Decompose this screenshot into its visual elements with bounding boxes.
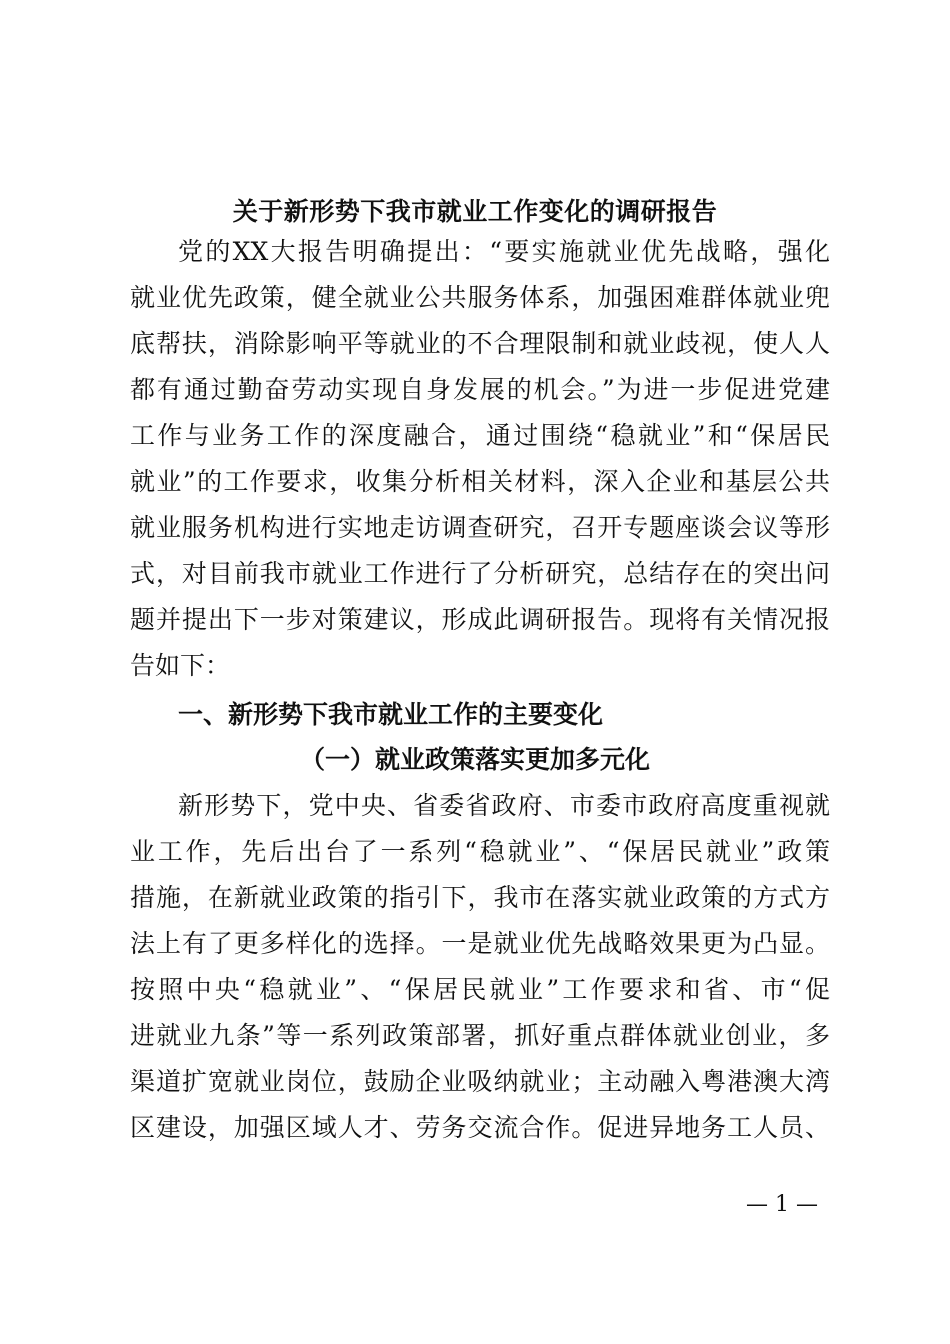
body-line-5: 按照中央“稳就业”、“保居民就业”工作要求和省、市“促: [130, 975, 830, 1004]
body-line-1: 新形势下，党中央、省委省政府、市委市政府高度重视就: [178, 791, 830, 820]
intro-line-3: 底帮扶，消除影响平等就业的不合理限制和就业歧视，使人人: [130, 329, 830, 358]
page-number: — 1 —: [746, 1192, 818, 1217]
intro-line-1: 党的XX大报告明确提出：“要实施就业优先战略，强化: [178, 237, 830, 266]
intro-line-2: 就业优先政策，健全就业公共服务体系，加强困难群体就业兜: [130, 283, 830, 312]
intro-line-6: 就业”的工作要求，收集分析相关材料，深入企业和基层公共: [130, 467, 830, 496]
intro-line-5: 工作与业务工作的深度融合，通过围绕“稳就业”和“保居民: [130, 421, 830, 450]
body-line-7: 渠道扩宽就业岗位，鼓励企业吸纳就业；主动融入粤港澳大湾: [130, 1067, 830, 1096]
body-line-6: 进就业九条”等一系列政策部署，抓好重点群体就业创业，多: [130, 1021, 830, 1050]
subsection-heading: （一）就业政策落实更加多元化: [299, 745, 650, 774]
intro-line-9: 题并提出下一步对策建议，形成此调研报告。现将有关情况报: [130, 605, 830, 634]
intro-line-4: 都有通过勤奋劳动实现自身发展的机会。”为进一步促进党建: [130, 375, 830, 404]
intro-line-7: 就业服务机构进行实地走访调查研究，召开专题座谈会议等形: [130, 513, 830, 542]
body-line-8: 区建设，加强区域人才、劳务交流合作。促进异地务工人员、: [130, 1113, 830, 1142]
body-line-4: 法上有了更多样化的选择。一是就业优先战略效果更为凸显。: [130, 929, 830, 958]
section-heading: 一、新形势下我市就业工作的主要变化: [178, 700, 604, 729]
intro-line-8: 式，对目前我市就业工作进行了分析研究，总结存在的突出问: [130, 559, 830, 588]
body-line-3: 措施，在新就业政策的指引下，我市在落实就业政策的方式方: [130, 883, 830, 912]
body-line-2: 业工作，先后出台了一系列“稳就业”、“保居民就业”政策: [130, 837, 830, 866]
intro-line-10: 告如下：: [130, 651, 231, 680]
document-title: 关于新形势下我市就业工作变化的调研报告: [232, 197, 718, 226]
